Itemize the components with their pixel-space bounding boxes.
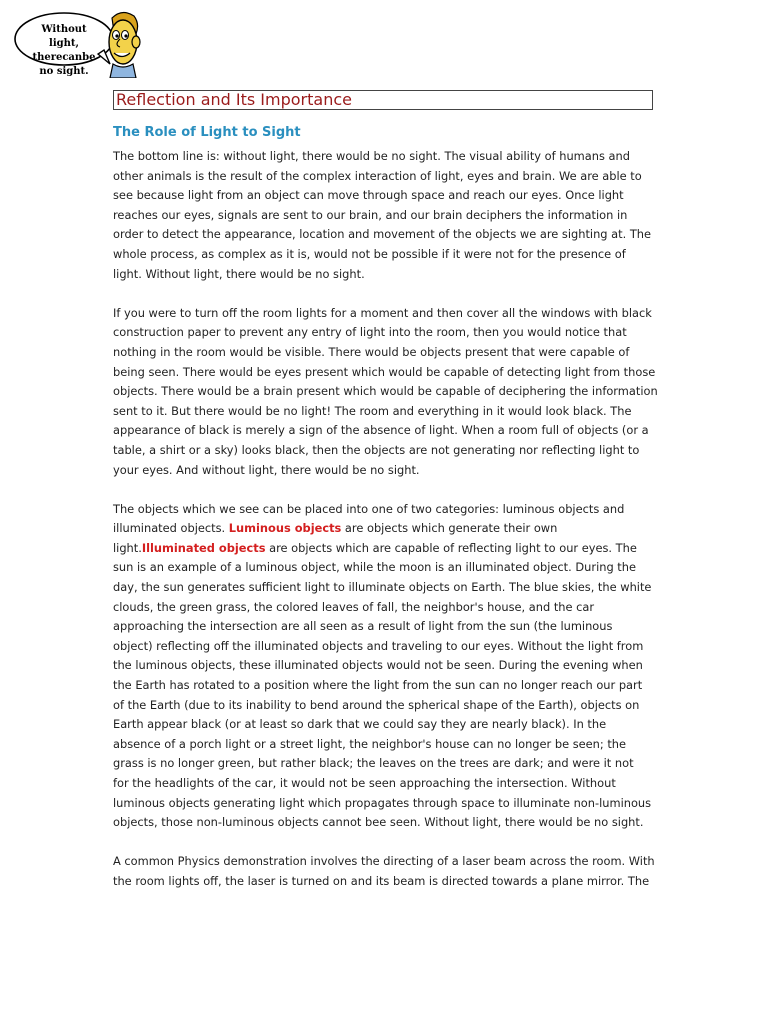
text-line: appearance of black is merely a sign of the absence of light. When a room full of objects (or a [113,423,649,438]
text-line: sun is an example of a luminous object, while the moon is an illuminated object. During the [113,560,636,575]
cartoon-illustration [10,8,145,78]
text-segment: are objects which are capable of reflecting light to our eyes. The [265,540,637,555]
text-line: day, the sun generates sufficient light to illuminate objects on Earth. The blue skies, the white [113,580,652,595]
bubble-line: therecanbe [32,52,96,63]
text-segment: light. [113,540,142,555]
article-body [113,147,658,911]
text-segment: are objects which generate their own [341,521,558,536]
text-line: for the headlights of the car, it would not be seen approaching the intersection. Without [113,776,616,790]
text-line: approaching the intersection are all seen as a result of light from the sun (the luminous [113,619,613,634]
text-line: other animals is the result of the complex interaction of light, eyes and brain. We are able to [113,168,642,183]
text-line: the luminous objects, these illuminated objects would not be seen. During the evening when [113,658,643,673]
text-line: see because light from an object can move through space and reach our eyes. Once light [113,188,624,203]
luminous-objects-term: Luminous objects [228,521,342,536]
text-line: being seen. There would be eyes present which would be capable of detecting light from those [113,364,656,379]
text-line: objects, those non-luminous objects cannot bee seen. Without light, there would be no sight. [113,815,644,830]
text-segment: illuminated objects. [113,521,229,536]
illuminated-objects-term: Illuminated objects [141,540,266,555]
text-line: Earth appear black (or at least so dark that we could say they are nearly black). In the [113,717,607,732]
text-line: If you were to turn off the room lights for a moment and then cover all the windows with black [113,305,652,320]
bubble-line: no sight. [39,66,89,77]
text-line: The objects which we see can be placed into one of two categories: luminous objects and [113,501,625,516]
text-line: the Earth has rotated to a position where the light from the sun can no longer reach our part [113,678,643,693]
bubble-line: Without light, [41,24,87,49]
text-line: whole process, as complex as it is, would not be possible if it were not for the presence of [113,246,626,261]
speech-bubble-text [28,23,100,79]
text-line: light. Without light, there would be no sight. [113,266,365,281]
text-line: luminous objects generating light which propagates through space to illuminate non-luminous [113,795,652,810]
text-line: table, a shirt or a sky) looks black, then the objects are not generating nor reflecting light to [113,442,640,457]
text-line [113,519,658,539]
text-line: order to detect the appearance, location and movement of the objects we are sighting at. The [113,227,652,242]
text-line: sent to it. But there would be no light! The room and everything in it would look black. The [113,403,632,418]
text-line: your eyes. And without light, there would be no sight. [113,462,420,477]
text-line: object) reflecting off the illuminated objects and traveling to our eyes. Without the light from [113,638,644,653]
text-line: clouds, the green grass, the colored leaves of fall, the neighbor's house, and the car [113,599,595,614]
text-line: the room lights off, the laser is turned on and its beam is directed towards a plane mirror. The [113,873,650,888]
paragraph-2 [113,304,658,480]
section-heading: The Role of Light to Sight [113,125,301,140]
text-line: The bottom line is: without light, there would be no sight. The visual ability of humans and [113,149,630,163]
page-title: Reflection and Its Importance [116,90,352,109]
text-line: construction paper to prevent any entry of light into the room, then you would notice that [113,325,627,340]
paragraph-3 [113,500,658,833]
text-line: nothing in the room would be visible. There would be objects present that were capable of [113,344,630,359]
title-box [113,90,653,110]
text-line: grass is no longer green, but rather black; the leaves on the trees are dark; and were it not [113,756,634,771]
paragraph-1 [113,147,658,284]
text-line [113,539,658,559]
text-line: of the Earth (due to its inability to bend around the spherical shape of the Earth), objects on [113,697,640,712]
text-line: absence of a porch light or a street light, the neighbor's house can no longer be seen; the [113,736,627,751]
text-line: objects. There would be a brain present which would be capable of deciphering the information [113,384,658,399]
text-line: A common Physics demonstration involves the directing of a laser beam across the room. With [113,854,655,869]
text-line: reaches our eyes, signals are sent to our brain, and our brain deciphers the information in [113,207,628,222]
paragraph-4 [113,852,658,891]
